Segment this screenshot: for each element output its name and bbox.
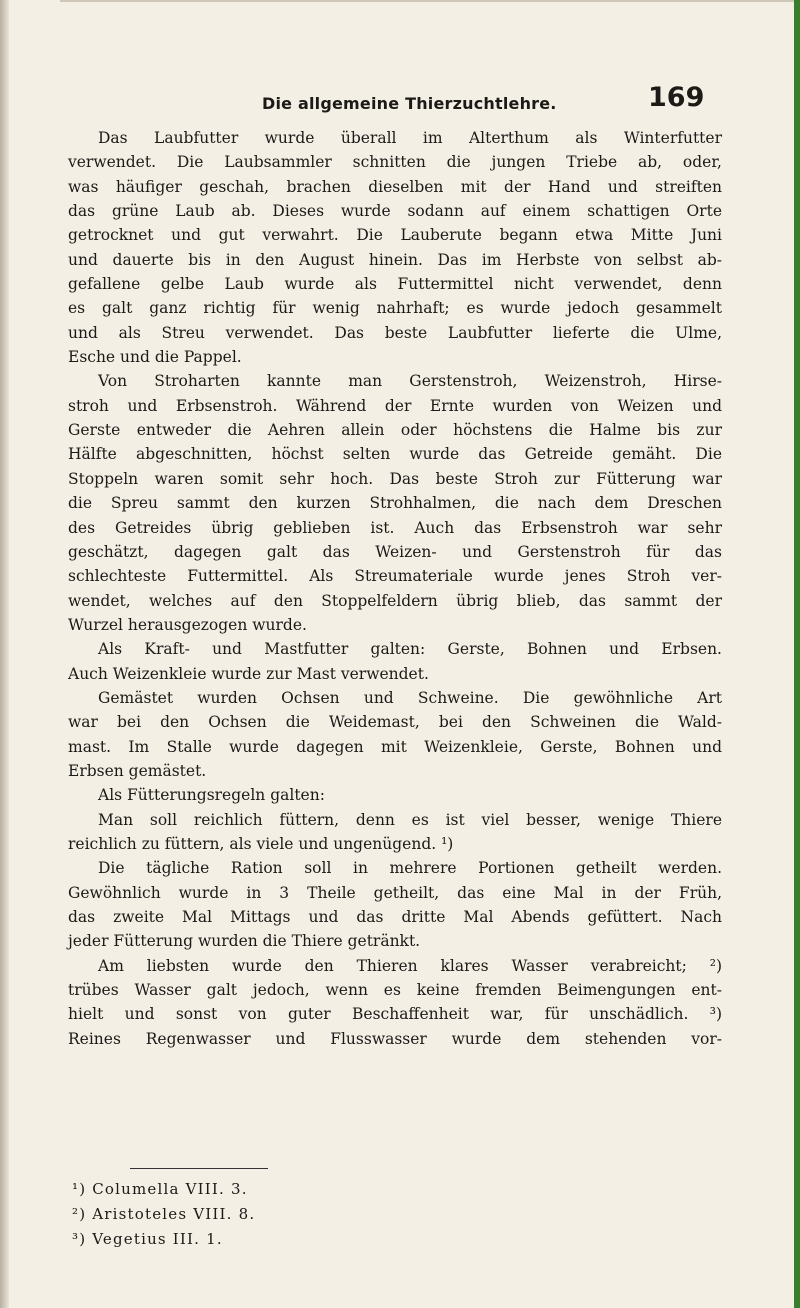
body-text xyxy=(68,126,722,1051)
text-line: es galt ganz richtig für wenig nahrhaft; es wurde jedoch gesammelt xyxy=(68,299,722,318)
text-line: die Spreu sammt den kurzen Strohhalmen, die nach dem Dreschen xyxy=(68,494,722,513)
text-line: mast. Im Stalle wurde dagegen mit Weizenkleie, Gerste, Bohnen und xyxy=(68,737,722,756)
footnote: ³) Vegetius III. 1. xyxy=(72,1230,223,1248)
text-line: schlechteste Futtermittel. Als Streumateriale wurde jenes Stroh ver- xyxy=(68,567,722,586)
text-line: Auch Weizenkleie wurde zur Mast verwendet. xyxy=(68,664,429,683)
text-line: das grüne Laub ab. Dieses wurde sodann auf einem schattigen Orte xyxy=(68,202,722,221)
text-line: Erbsen gemästet. xyxy=(68,761,207,780)
text-line: geschätzt, dagegen galt das Weizen- und Gerstenstroh für das xyxy=(68,542,722,561)
text-line: Gewöhnlich wurde in 3 Theile getheilt, das eine Mal in der Früh, xyxy=(68,883,722,902)
text-line: Als Kraft- und Mastfutter galten: Gerste, Bohnen und Erbsen. xyxy=(98,640,722,659)
page-top-edge xyxy=(60,0,794,2)
text-line: Man soll reichlich füttern, denn es ist viel besser, wenige Thiere xyxy=(98,810,722,829)
page-right-edge xyxy=(794,0,800,1308)
text-line: trübes Wasser galt jedoch, wenn es keine fremden Beimengungen ent- xyxy=(68,981,722,1000)
text-line: Die tägliche Ration soll in mehrere Portionen getheilt werden. xyxy=(98,859,722,878)
footnotes xyxy=(72,1177,472,1252)
page-number: 169 xyxy=(648,82,705,113)
footnote: ¹) Columella VIII. 3. xyxy=(72,1180,248,1198)
text-line: des Getreides übrig geblieben ist. Auch das Erbsenstroh war sehr xyxy=(68,518,722,537)
text-line: Reines Regenwasser und Flusswasser wurde dem stehenden vor- xyxy=(68,1029,722,1048)
text-line: gefallene gelbe Laub wurde als Futtermittel nicht verwendet, denn xyxy=(68,275,722,294)
text-line: Esche und die Pappel. xyxy=(68,348,242,367)
text-line: war bei den Ochsen die Weidemast, bei den Schweinen die Wald- xyxy=(68,713,722,732)
text-line: wendet, welches auf den Stoppelfeldern übrig blieb, das sammt der xyxy=(68,591,722,610)
text-line: jeder Fütterung wurden die Thiere getränkt. xyxy=(68,932,421,951)
text-line: stroh und Erbsenstroh. Während der Ernte wurden von Weizen und xyxy=(68,396,722,415)
footnote: ²) Aristoteles VIII. 8. xyxy=(72,1205,256,1223)
text-line: Stoppeln waren somit sehr hoch. Das beste Stroh zur Fütterung war xyxy=(68,469,722,488)
running-title: Die allgemeine Thierzuchtlehre. xyxy=(262,94,557,113)
text-line: was häufiger geschah, brachen dieselben mit der Hand und streiften xyxy=(68,177,722,196)
text-line: Hälfte abgeschnitten, höchst selten wurde das Getreide gemäht. Die xyxy=(68,445,722,464)
text-line: Am liebsten wurde den Thieren klares Wasser verabreicht; ²) xyxy=(98,956,722,975)
text-line: und dauerte bis in den August hinein. Das im Herbste von selbst ab- xyxy=(68,250,722,269)
text-line: hielt und sonst von guter Beschaffenheit war, für unschädlich. ³) xyxy=(68,1005,722,1024)
page-header xyxy=(0,82,800,122)
text-line: getrocknet und gut verwahrt. Die Lauberute begann etwa Mitte Juni xyxy=(68,226,722,245)
footnote-rule xyxy=(130,1168,268,1169)
text-line: und als Streu verwendet. Das beste Laubfutter lieferte die Ulme, xyxy=(68,323,722,342)
text-line: reichlich zu füttern, als viele und ungenügend. ¹) xyxy=(68,834,454,853)
text-line: Von Stroharten kannte man Gerstenstroh, Weizenstroh, Hirse- xyxy=(98,372,722,391)
text-line: Als Fütterungsregeln galten: xyxy=(98,786,325,805)
text-line: Wurzel herausgezogen wurde. xyxy=(68,615,307,634)
text-line: Gerste entweder die Aehren allein oder höchstens die Halme bis zur xyxy=(68,421,722,440)
page-left-edge xyxy=(0,0,9,1308)
text-line: das zweite Mal Mittags und das dritte Mal Abends gefüttert. Nach xyxy=(68,908,722,926)
text-line: verwendet. Die Laubsammler schnitten die jungen Triebe ab, oder, xyxy=(68,153,722,172)
text-line: Gemästet wurden Ochsen und Schweine. Die gewöhnliche Art xyxy=(98,688,722,707)
text-line: Das Laubfutter wurde überall im Alterthum als Winterfutter xyxy=(98,129,722,147)
